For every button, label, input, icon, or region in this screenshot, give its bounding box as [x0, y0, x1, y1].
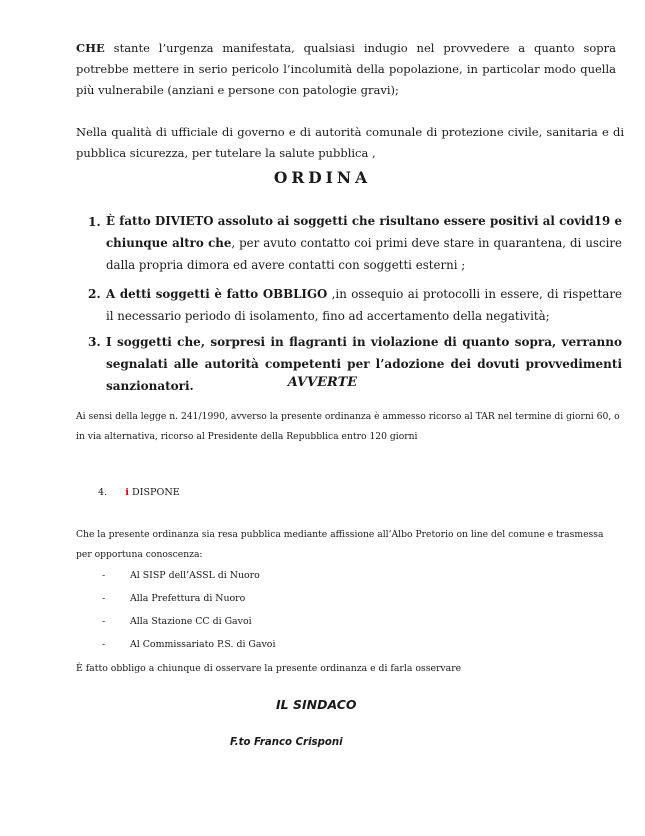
- dispone-line: [98, 486, 180, 500]
- item-1-text: , per avuto contatto coi primi deve stare in quarantena, di uscire dalla propria dimora ed avere contatti con soggetti esterni ;: [106, 236, 622, 272]
- item-2-text: ,in ossequio ai protocolli in essere, di rispettare il necessario periodo di isolamento, fino ad accertamento della negatività;: [106, 287, 622, 323]
- recipient-item: Al SISP dell’ASSL di Nuoro: [130, 570, 260, 581]
- dash-bullet-icon: -: [102, 593, 106, 604]
- item-number-2: 2.: [88, 287, 101, 301]
- recipient-item: Alla Prefettura di Nuoro: [130, 593, 246, 604]
- avverte-heading: AVVERTE: [287, 375, 358, 390]
- item-number-3: 3.: [88, 335, 101, 349]
- dash-bullet-icon: -: [102, 639, 106, 650]
- dispone-label: DISPONE: [132, 487, 180, 498]
- ordinance-item-2: [106, 283, 622, 327]
- item-3-bold: I soggetti che, sorpresi in flagranti in violazione di quanto sopra, verranno segnalati alle autorità competenti per l’adozione dei dovuti provvedimenti sanzionatori.: [106, 335, 622, 393]
- item-2-bold: A detti soggetti è fatto OBBLIGO: [106, 287, 328, 301]
- avverte-paragraph: Ai sensi della legge n. 241/1990, avverso la presente ordinanza è ammesso ricorso al TAR nel termine di giorni 60, o in via alternativa, ricorso al Presidente della Repubblica entro 120 giorni: [76, 411, 620, 442]
- ordina-heading: ORDINA: [273, 168, 372, 187]
- dash-bullet-icon: -: [102, 570, 106, 581]
- intro-paragraph-che-text: stante l’urgenza manifestata, qualsiasi indugio nel provvedere a quanto sopra potrebbe mettere in serio pericolo l’incolumità della popolazione, in particolar modo quella più vulnerabile (anziani e persone con patologie gravi);: [76, 41, 616, 97]
- intro-lead-che: CHE: [76, 41, 105, 55]
- intro-paragraph-qualita: Nella qualità di ufficiale di governo e di autorità comunale di protezione civile, sanitaria e di pubblica sicurezza, per tutelare la salute pubblica ,: [76, 125, 624, 160]
- signature-title: IL SINDACO: [276, 697, 357, 712]
- recipient-item: Alla Stazione CC di Gavoi: [130, 616, 252, 627]
- item-number-1: 1.: [88, 215, 101, 229]
- dispone-number: 4.: [98, 487, 108, 498]
- closing-statement: È fatto obbligo a chiunque di osservare la presente ordinanza e di farla osservare: [76, 663, 462, 674]
- dash-bullet-icon: -: [102, 616, 106, 627]
- item-1-bold: È fatto DIVIETO assoluto ai soggetti che risultano essere positivi al covid19 e chiunque altro che: [106, 214, 622, 250]
- dispone-marker-icon: i: [125, 487, 129, 498]
- signature-name: F.to Franco Crisponi: [230, 737, 343, 748]
- ordinance-item-1: [106, 210, 622, 276]
- recipient-item: Al Commissariato P.S. di Gavoi: [130, 639, 276, 650]
- dispone-paragraph: Che la presente ordinanza sia resa pubblica mediante affissione all’Albo Pretorio on line del comune e trasmessa per opportuna conoscenza:: [76, 529, 604, 560]
- intro-paragraph-che: [76, 38, 616, 101]
